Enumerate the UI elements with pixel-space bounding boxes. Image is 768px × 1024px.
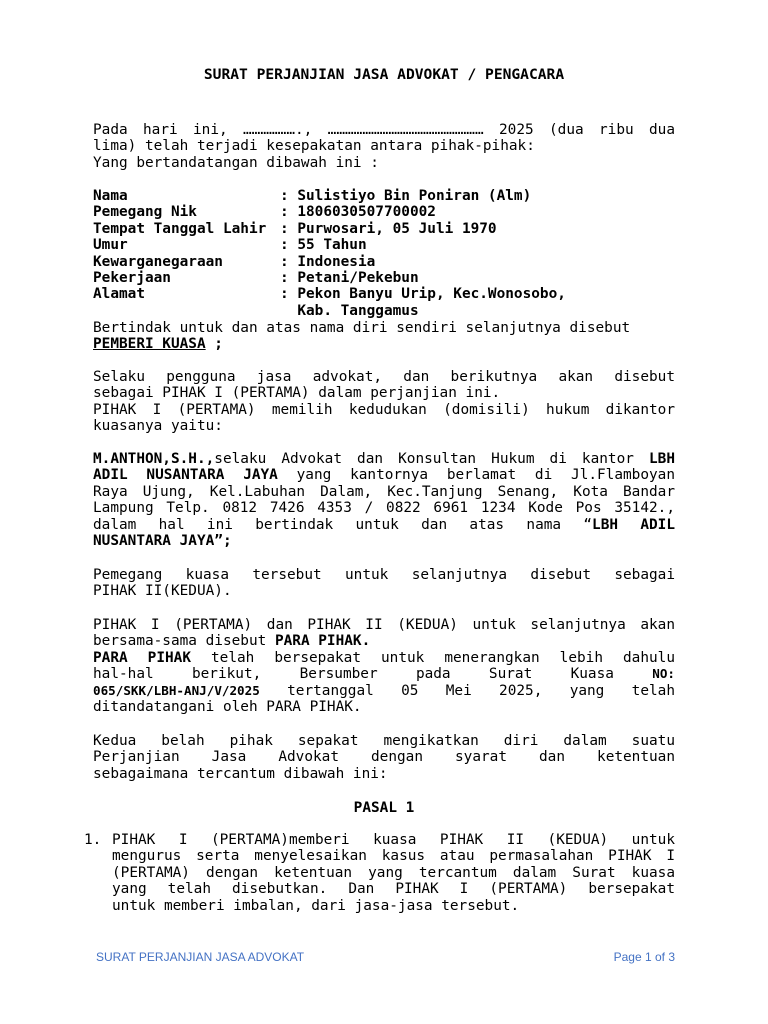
para-pihak-paragraph: PIHAK I (PERTAMA) dan PIHAK II (KEDUA) untuk selanjutnya akan bersama-sama disebut PARA PIHAK. PARA PIHAK telah bersepakat untuk menerangkan lebih dahulu hal-hal berikut, Bersumber pada Surat Kuasa NO: 065/SKK/LBH-ANJ/V/2025 tertanggal 05 Mei 2025, yang telah ditandatangani oleh PARA PIHAK. <box>93 617 675 716</box>
pemegang-paragraph: Pemegang kuasa tersebut untuk selanjutnya disebut sebagai PIHAK II(KEDUA). <box>93 567 675 600</box>
identity-key: Pemegang Nik <box>93 204 197 221</box>
identity-key: Nama <box>93 188 128 204</box>
advokat-paragraph: M.ANTHON,S.H.,selaku Advokat dan Konsultan Hukum di kantor LBH ADIL NUSANTARA JAYA yang kantornya berlamat di Jl.Flamboyan Raya Ujung, Kel.Labuhan Dalam, Kec.Tanjung Senang, Kota Bandar Lampung Telp. 0812 7426 4353 / 0822 6961 1234 Kode Pos 35142., dalam hal ini bertindak untuk dan atas nama “LBH ADIL NUSANTARA JAYA”; <box>93 451 675 550</box>
document-title: SURAT PERJANJIAN JASA ADVOKAT / PENGACARA <box>203 66 565 83</box>
intro-line-3: Yang bertandatangan dibawah ini : <box>93 154 379 171</box>
list-item-text: PIHAK I (PERTAMA)memberi kuasa PIHAK II (KEDUA) untuk mengurus serta menyelesaikan kasus atau permasalahan PIHAK I (PERTAMA) dengan ketentuan yang tercantum dalam Surat kuasa yang telah disebutkan. Dan PIHAK I (PERTAMA) bersepakat untuk memberi imbalan, dari jasa-jasa tersebut. <box>112 832 675 914</box>
advokat-name: M.ANTHON,S.H., <box>93 451 215 467</box>
identity-row-pekerjaan <box>93 270 566 286</box>
identity-block <box>93 188 675 319</box>
identity-row-nik <box>93 204 566 220</box>
identity-row-nama <box>93 188 566 204</box>
bertindak-paragraph: Bertindak untuk dan atas nama diri sendiri selanjutnya disebut PEMBERI KUASA ; <box>93 320 675 353</box>
identity-value: : 55 Tahun <box>280 237 367 254</box>
intro-paragraph <box>93 122 675 171</box>
identity-key: Alamat <box>93 286 145 303</box>
identity-key: Pekerjaan <box>93 270 171 287</box>
identity-row-kewarganegaraan <box>93 254 566 270</box>
footer-title: SURAT PERJANJIAN JASA ADVOKAT <box>96 950 305 964</box>
page-number: Page 1 of 3 <box>613 950 675 964</box>
identity-value: : 1806030507700002 <box>280 204 436 221</box>
identity-row-umur <box>93 237 566 253</box>
identity-key: Kewarganegaraan <box>93 253 223 270</box>
intro-line-2: lima) telah terjadi kesepakatan antara pihak-pihak: <box>93 138 535 155</box>
identity-key: Umur <box>93 237 128 254</box>
bertindak-line: Bertindak untuk dan atas nama diri sendiri selanjutnya disebut <box>93 320 631 336</box>
surat-kuasa-no-label: NO: <box>652 666 675 682</box>
identity-value: : Sulistiyo Bin Poniran (Alm) <box>280 188 532 204</box>
surat-kuasa-number: 065/SKK/LBH-ANJ/V/2025 <box>93 682 260 698</box>
pasal-heading: PASAL 1 <box>353 800 415 816</box>
identity-row-alamat <box>93 286 566 302</box>
identity-row-ttl <box>93 221 566 237</box>
lbh-name: ADIL NUSANTARA JAYA <box>93 467 278 484</box>
identity-value: : Pekon Banyu Urip, Kec.Wonosobo, <box>280 286 566 303</box>
identity-table <box>93 188 566 319</box>
list-number: 1. <box>84 832 102 848</box>
intro-line-1: Pada hari ini, ………………., ……………………………………………… 2025 (dua ribu dua <box>93 122 675 138</box>
identity-value: : Indonesia <box>280 253 376 270</box>
selaku-paragraph: Selaku pengguna jasa advokat, dan berikutnya akan disebut sebagai PIHAK I (PERTAMA) dalam perjanjian ini. PIHAK I (PERTAMA) memilih kedudukan (domisili) hukum dikantor kuasanya yaitu: <box>93 369 675 435</box>
page-footer <box>96 949 675 965</box>
identity-row-alamat-cont <box>93 303 566 319</box>
kedua-paragraph: Kedua belah pihak sepakat mengikatkan diri dalam suatu Perjanjian Jasa Advokat dengan syarat dan ketentuan sebagaimana tercantum dibawah ini: <box>93 733 675 782</box>
pemberi-kuasa-label: PEMBERI KUASA <box>93 336 206 353</box>
identity-value-cont: Kab. Tanggamus <box>280 302 419 319</box>
identity-value: : Purwosari, 05 Juli 1970 <box>280 220 497 237</box>
identity-key: Tempat Tanggal Lahir <box>93 220 267 237</box>
pasal-1-list-item <box>84 832 675 914</box>
identity-value: : Petani/Pekebun <box>280 270 419 287</box>
